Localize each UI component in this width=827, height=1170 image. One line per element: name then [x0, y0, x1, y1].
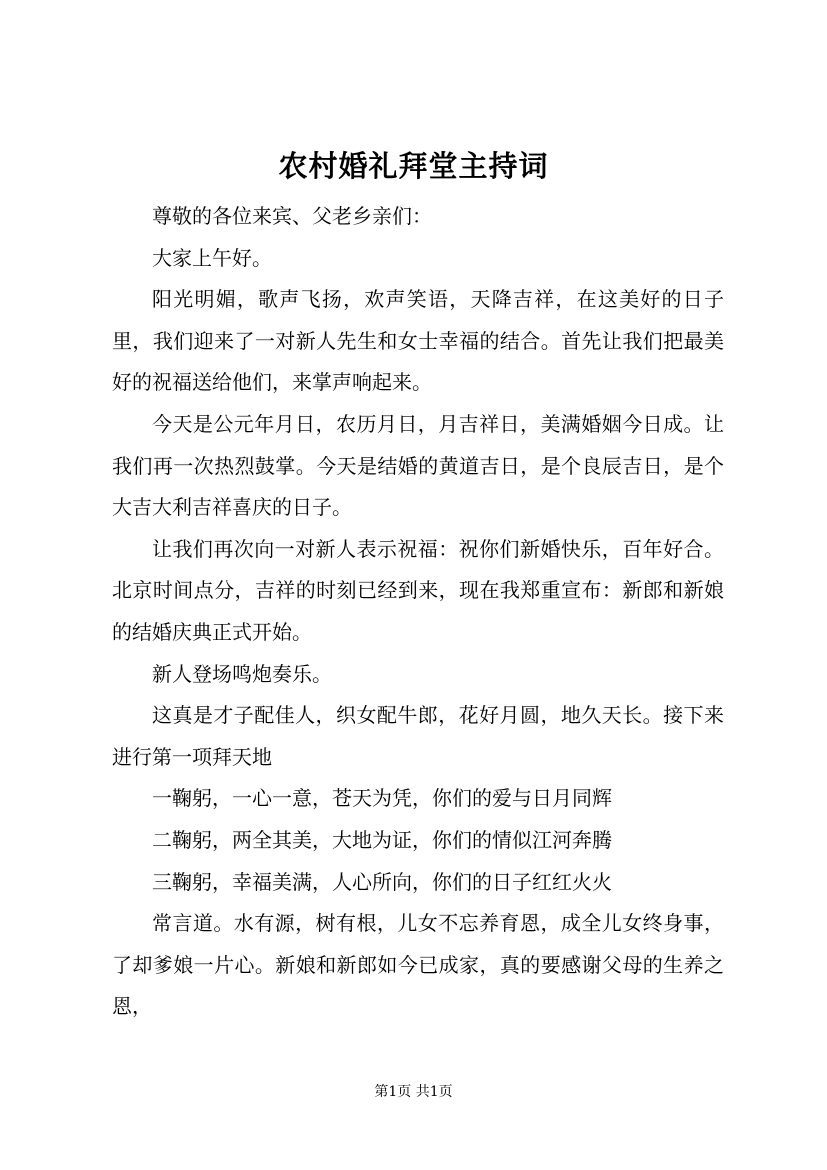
paragraph: 这真是才子配佳人，织女配牛郎，花好月圆，地久天长。接下来进行第一项拜天地	[112, 703, 724, 769]
paragraph: 一鞠躬，一心一意，苍天为凭，你们的爱与日月同辉	[152, 786, 612, 811]
paragraph: 阳光明媚，歌声飞扬，欢声笑语，天降吉祥，在这美好的日子里，我们迎来了一对新人先生和女士幸福的结合。首先让我们把最美好的祝福送给他们，来掌声响起来。	[112, 287, 724, 395]
paragraph-greeting: 尊敬的各位来宾、父老乡亲们：	[152, 204, 432, 228]
paragraph: 二鞠躬，两全其美，大地为证，你们的情似江河奔腾	[152, 827, 612, 852]
paragraph: 常言道。水有源，树有根，儿女不忘养育恩，成全儿女终身事，了却爹娘一片心。新娘和新郎如今已成家，真的要感谢父母的生养之恩，	[112, 911, 724, 1019]
document-title: 农村婚礼拜堂主持词	[278, 149, 549, 183]
paragraph: 三鞠躬，幸福美满，人心所向，你们的日子红红火火	[152, 869, 612, 894]
document-body	[112, 196, 724, 1028]
paragraph: 大家上午好。	[152, 245, 272, 270]
paragraph: 让我们再次向一对新人表示祝福：祝你们新婚快乐，百年好合。北京时间点分，吉祥的时刻已经到来，现在我郑重宣布：新郎和新娘的结婚庆典正式开始。	[112, 536, 724, 644]
page-footer: 第1页 共1页	[374, 1084, 453, 1100]
paragraph: 今天是公元年月日，农历月日，月吉祥日，美满婚姻今日成。让我们再一次热烈鼓掌。今天是结婚的黄道吉日，是个良辰吉日，是个大吉大利吉祥喜庆的日子。	[112, 411, 724, 520]
paragraph: 新人登场鸣炮奏乐。	[152, 661, 332, 686]
